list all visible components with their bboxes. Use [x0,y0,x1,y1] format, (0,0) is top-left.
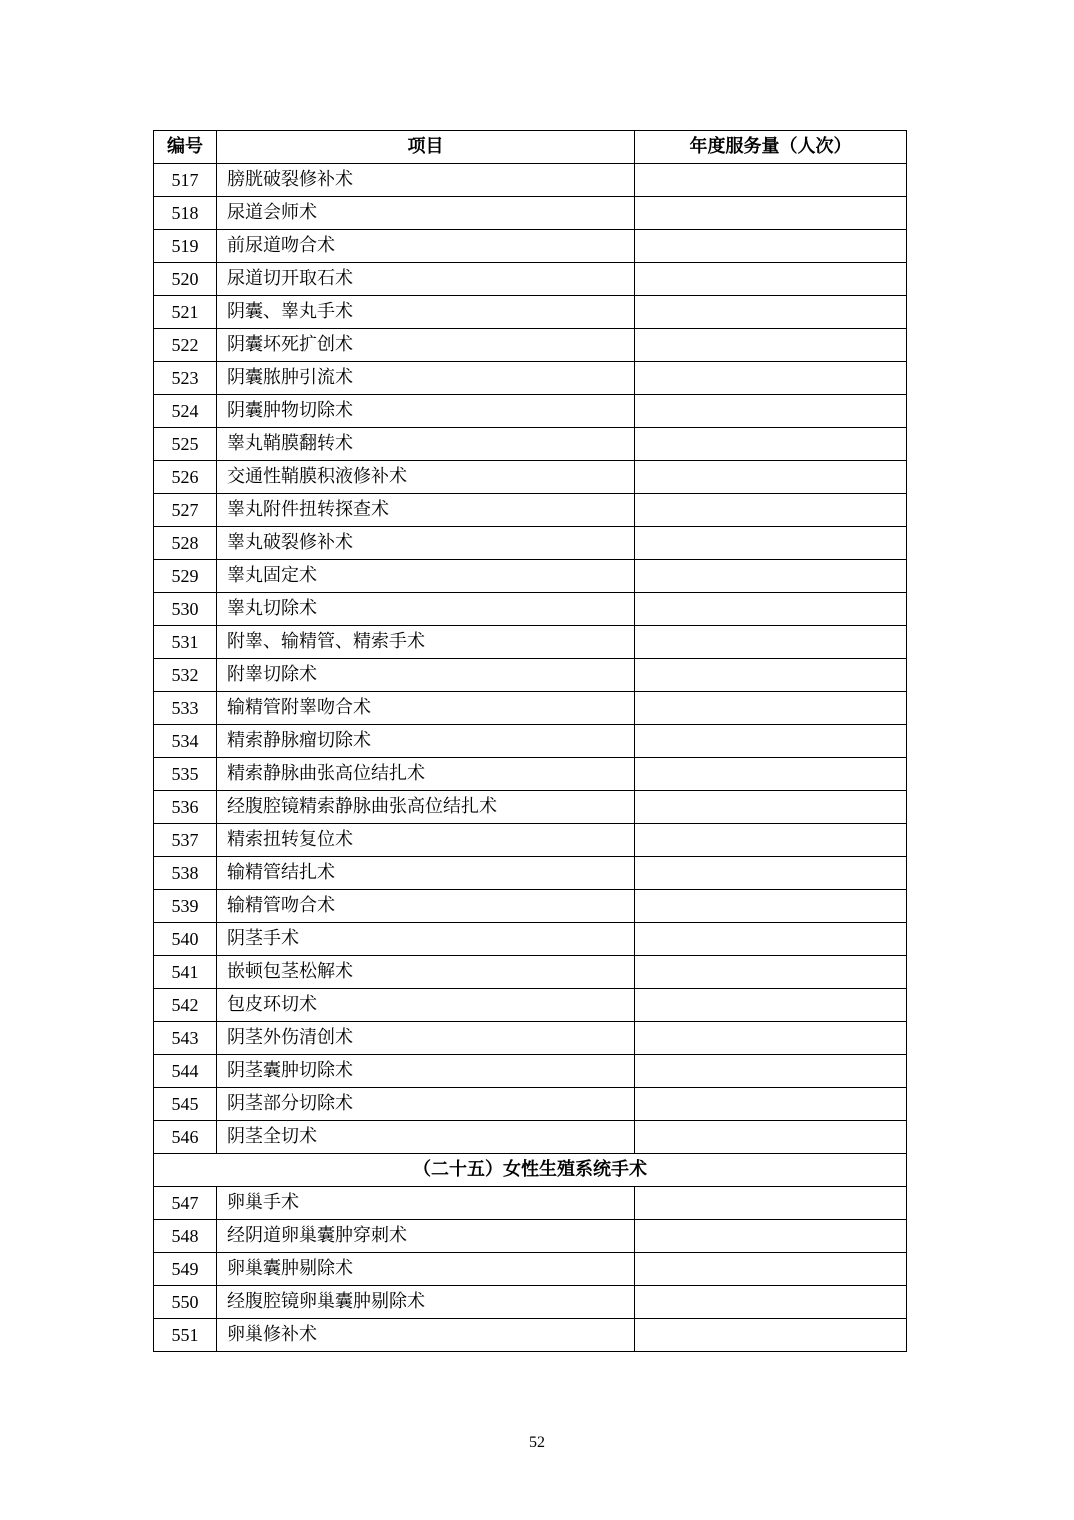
row-number: 540 [154,923,217,956]
row-item-name: 精索扭转复位术 [217,824,635,857]
row-volume-cell[interactable] [635,395,907,428]
table-row [154,461,907,494]
row-volume-cell[interactable] [635,296,907,329]
row-item-name: 阴茎部分切除术 [217,1088,635,1121]
row-number: 520 [154,263,217,296]
row-number: 525 [154,428,217,461]
row-number: 551 [154,1319,217,1352]
table-row [154,989,907,1022]
row-volume-cell[interactable] [635,164,907,197]
procedure-table [153,130,907,1352]
row-item-name: 精索静脉曲张高位结扎术 [217,758,635,791]
row-item-name: 阴囊坏死扩创术 [217,329,635,362]
table-row [154,296,907,329]
row-number: 550 [154,1286,217,1319]
table-row [154,329,907,362]
row-item-name: 睾丸切除术 [217,593,635,626]
row-number: 517 [154,164,217,197]
table-row [154,1319,907,1352]
table-row [154,494,907,527]
row-item-name: 阴茎全切术 [217,1121,635,1154]
table-header-row [154,131,907,164]
table-row [154,626,907,659]
row-volume-cell[interactable] [635,197,907,230]
page-number: 52 [529,1434,545,1451]
row-item-name: 精索静脉瘤切除术 [217,725,635,758]
table-body-b [154,1187,907,1352]
row-item-name: 包皮环切术 [217,989,635,1022]
row-volume-cell[interactable] [635,824,907,857]
row-number: 521 [154,296,217,329]
table-row [154,857,907,890]
row-number: 522 [154,329,217,362]
row-volume-cell[interactable] [635,1088,907,1121]
row-number: 546 [154,1121,217,1154]
table-row [154,725,907,758]
row-item-name: 阴茎外伤清创术 [217,1022,635,1055]
row-number: 537 [154,824,217,857]
row-number: 518 [154,197,217,230]
row-number: 542 [154,989,217,1022]
section-body [154,1154,907,1187]
header-number: 编号 [154,131,217,164]
row-number: 529 [154,560,217,593]
table-row [154,1121,907,1154]
table-row [154,1286,907,1319]
row-number: 523 [154,362,217,395]
row-volume-cell[interactable] [635,725,907,758]
row-volume-cell[interactable] [635,659,907,692]
row-item-name: 阴囊、睾丸手术 [217,296,635,329]
row-volume-cell[interactable] [635,1286,907,1319]
table-row [154,164,907,197]
table-row [154,956,907,989]
row-volume-cell[interactable] [635,758,907,791]
table-row [154,593,907,626]
table-row [154,923,907,956]
table-row [154,1088,907,1121]
table-row [154,1187,907,1220]
row-item-name: 阴囊脓肿引流术 [217,362,635,395]
row-number: 541 [154,956,217,989]
row-item-name: 睾丸破裂修补术 [217,527,635,560]
row-item-name: 经腹腔镜卵巢囊肿剔除术 [217,1286,635,1319]
row-number: 519 [154,230,217,263]
row-number: 548 [154,1220,217,1253]
row-volume-cell[interactable] [635,1055,907,1088]
table-row [154,527,907,560]
table-row [154,263,907,296]
row-number: 527 [154,494,217,527]
table-row [154,560,907,593]
table-row [154,791,907,824]
row-number: 543 [154,1022,217,1055]
row-volume-cell[interactable] [635,560,907,593]
row-item-name: 输精管结扎术 [217,857,635,890]
row-volume-cell[interactable] [635,428,907,461]
table-row [154,692,907,725]
row-number: 533 [154,692,217,725]
row-number: 534 [154,725,217,758]
table-row [154,890,907,923]
row-number: 526 [154,461,217,494]
row-volume-cell[interactable] [635,923,907,956]
row-item-name: 卵巢修补术 [217,1319,635,1352]
header-volume: 年度服务量（人次） [635,131,907,164]
row-volume-cell[interactable] [635,461,907,494]
row-item-name: 膀胱破裂修补术 [217,164,635,197]
table-row [154,824,907,857]
table-row [154,1022,907,1055]
table-row [154,197,907,230]
row-number: 535 [154,758,217,791]
row-item-name: 经阴道卵巢囊肿穿刺术 [217,1220,635,1253]
row-item-name: 输精管附睾吻合术 [217,692,635,725]
row-volume-cell[interactable] [635,1220,907,1253]
row-volume-cell[interactable] [635,230,907,263]
table-row [154,230,907,263]
table-row [154,428,907,461]
row-volume-cell[interactable] [635,989,907,1022]
row-item-name: 阴茎手术 [217,923,635,956]
row-item-name: 阴茎囊肿切除术 [217,1055,635,1088]
section-row [154,1154,907,1187]
row-number: 536 [154,791,217,824]
row-number: 549 [154,1253,217,1286]
row-volume-cell[interactable] [635,362,907,395]
row-number: 524 [154,395,217,428]
row-item-name: 阴囊肿物切除术 [217,395,635,428]
row-number: 531 [154,626,217,659]
row-item-name: 睾丸固定术 [217,560,635,593]
table-row [154,659,907,692]
row-number: 532 [154,659,217,692]
row-volume-cell[interactable] [635,626,907,659]
row-item-name: 交通性鞘膜积液修补术 [217,461,635,494]
row-item-name: 尿道切开取石术 [217,263,635,296]
row-number: 539 [154,890,217,923]
row-volume-cell[interactable] [635,1121,907,1154]
table-body-a [154,164,907,1154]
row-number: 545 [154,1088,217,1121]
row-item-name: 附睾、输精管、精索手术 [217,626,635,659]
table-row [154,1055,907,1088]
row-volume-cell[interactable] [635,692,907,725]
row-item-name: 输精管吻合术 [217,890,635,923]
row-volume-cell[interactable] [635,1253,907,1286]
row-number: 530 [154,593,217,626]
row-item-name: 睾丸附件扭转探查术 [217,494,635,527]
table-row [154,362,907,395]
row-volume-cell[interactable] [635,890,907,923]
row-volume-cell[interactable] [635,956,907,989]
row-volume-cell[interactable] [635,1187,907,1220]
row-item-name: 附睾切除术 [217,659,635,692]
row-number: 547 [154,1187,217,1220]
table-row [154,1220,907,1253]
row-number: 538 [154,857,217,890]
row-volume-cell[interactable] [635,1022,907,1055]
row-volume-cell[interactable] [635,1319,907,1352]
row-item-name: 嵌顿包茎松解术 [217,956,635,989]
row-volume-cell[interactable] [635,329,907,362]
row-number: 528 [154,527,217,560]
row-volume-cell[interactable] [635,527,907,560]
row-volume-cell[interactable] [635,494,907,527]
row-volume-cell[interactable] [635,857,907,890]
row-volume-cell[interactable] [635,263,907,296]
row-volume-cell[interactable] [635,791,907,824]
table-row [154,1253,907,1286]
table-row [154,395,907,428]
row-item-name: 睾丸鞘膜翻转术 [217,428,635,461]
table-row [154,758,907,791]
row-item-name: 卵巢囊肿剔除术 [217,1253,635,1286]
row-item-name: 尿道会师术 [217,197,635,230]
row-item-name: 卵巢手术 [217,1187,635,1220]
section-title: （二十五）女性生殖系统手术 [154,1154,907,1187]
header-item: 项目 [217,131,635,164]
row-number: 544 [154,1055,217,1088]
row-item-name: 前尿道吻合术 [217,230,635,263]
row-item-name: 经腹腔镜精索静脉曲张高位结扎术 [217,791,635,824]
row-volume-cell[interactable] [635,593,907,626]
